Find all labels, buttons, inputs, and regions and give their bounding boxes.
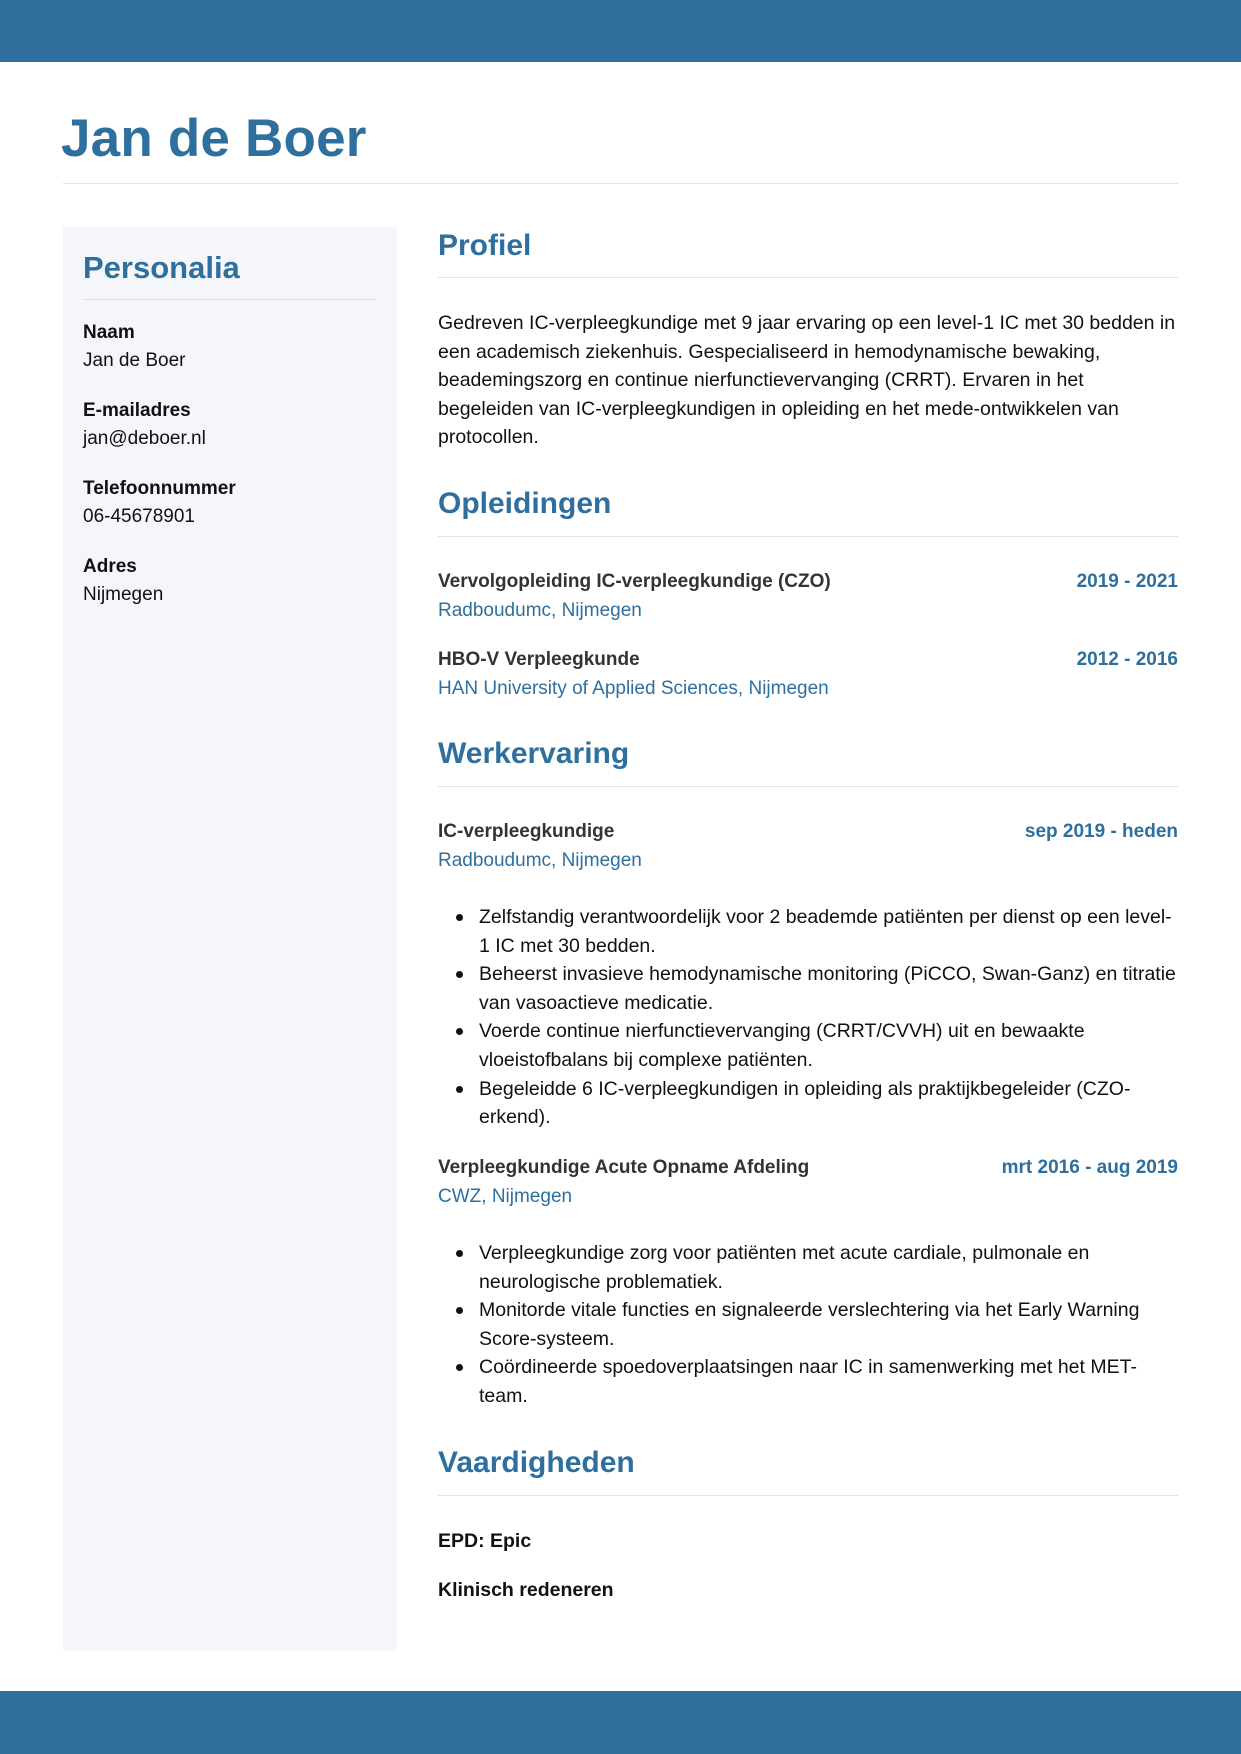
- skill-item: Klinisch redeneren: [438, 1579, 614, 1601]
- address-label: Adres: [83, 556, 137, 577]
- education-institution: HAN University of Applied Sciences, Nijmegen: [438, 678, 829, 699]
- profile-text: Gedreven IC-verpleegkundige met 9 jaar ervaring op een level-1 IC met 30 bedden in een academisch ziekenhuis. Gespecialiseerd in hemodynamische bewaking, beademingszorg en continue nierfunctievervanging (CRRT). Ervaren in het begeleiden van IC-verpleegkundigen in opleiding en het mede-ontwikkelen van protocollen.: [438, 312, 1176, 449]
- job-date: mrt 2016 - aug 2019: [1001, 1157, 1178, 1178]
- address-value: Nijmegen: [83, 584, 164, 605]
- experience-divider: [438, 786, 1178, 787]
- skills-heading: Vaardigheden: [438, 1446, 635, 1479]
- education-date: 2012 - 2016: [1076, 649, 1178, 670]
- bullet-icon: [456, 1086, 463, 1093]
- header-divider: [63, 183, 1178, 184]
- name-field: [83, 319, 383, 375]
- list-item: [479, 960, 1178, 1017]
- list-item: [479, 1075, 1178, 1132]
- phone-value: 06-45678901: [83, 506, 195, 527]
- job-title: IC-verpleegkundige: [438, 821, 615, 842]
- list-item: [479, 903, 1178, 960]
- top-banner: [0, 0, 1241, 62]
- education-title: HBO-V Verpleegkunde: [438, 649, 640, 670]
- education-heading: Opleidingen: [438, 487, 612, 520]
- experience-heading: Werkervaring: [438, 737, 630, 770]
- job-employer: CWZ, Nijmegen: [438, 1186, 573, 1207]
- list-item-text: Voerde continue nierfunctievervanging (CRRT/CVVH) uit en bewaakte vloeistofbalans bij complexe patiënten.: [479, 1020, 1085, 1071]
- profile-heading: Profiel: [438, 229, 532, 262]
- phone-field: [83, 475, 383, 531]
- education-entry-header: [438, 568, 1178, 596]
- list-item-text: Monitorde vitale functies en signaleerde verslechtering via het Early Warning Score-systeem.: [479, 1299, 1140, 1350]
- list-item-text: Coördineerde spoedoverplaatsingen naar IC in samenwerking met het MET-team.: [479, 1356, 1137, 1407]
- personal-info-heading: Personalia: [83, 250, 240, 285]
- email-field: [83, 397, 383, 453]
- job-title: Verpleegkundige Acute Opname Afdeling: [438, 1157, 810, 1178]
- job-entry-header: [438, 818, 1178, 846]
- bullet-icon: [456, 971, 463, 978]
- list-item-text: Begeleidde 6 IC-verpleegkundigen in opleiding als praktijkbegeleider (CZO-erkend).: [479, 1077, 1131, 1129]
- address-field: [83, 553, 383, 609]
- list-item-text: Beheerst invasieve hemodynamische monitoring (PiCCO, Swan-Ganz) en titratie van vasoactieve medicatie.: [479, 963, 1176, 1014]
- list-item: [479, 1296, 1178, 1353]
- bullet-icon: [456, 1250, 463, 1257]
- list-item: [479, 1353, 1178, 1410]
- skills-divider: [438, 1495, 1178, 1496]
- job-employer: Radboudumc, Nijmegen: [438, 850, 642, 871]
- personal-info-panel: [63, 227, 397, 1651]
- phone-label: Telefoonnummer: [83, 478, 236, 499]
- list-item-text: Zelfstandig verantwoordelijk voor 2 beademde patiënten per dienst op een level-1 IC met 30 bedden.: [479, 906, 1172, 957]
- job-date: sep 2019 - heden: [1024, 821, 1178, 842]
- job-responsibilities: [438, 1239, 1178, 1411]
- education-date: 2019 - 2021: [1076, 571, 1178, 592]
- personal-info-divider: [83, 299, 375, 300]
- bullet-icon: [456, 914, 463, 921]
- list-item: [479, 1017, 1178, 1074]
- bullet-icon: [456, 1307, 463, 1314]
- email-value: jan@deboer.nl: [83, 428, 206, 449]
- bottom-banner: [0, 1691, 1241, 1754]
- list-item: [479, 1239, 1178, 1296]
- bullet-icon: [456, 1028, 463, 1035]
- job-responsibilities: [438, 903, 1178, 1132]
- page-title: Jan de Boer: [61, 109, 367, 168]
- education-divider: [438, 536, 1178, 537]
- profile-divider: [438, 277, 1178, 278]
- email-label: E-mailadres: [83, 400, 191, 421]
- education-institution: Radboudumc, Nijmegen: [438, 600, 642, 621]
- bullet-icon: [456, 1364, 463, 1371]
- education-entry-header: [438, 646, 1178, 674]
- education-title: Vervolgopleiding IC-verpleegkundige (CZO): [438, 571, 831, 592]
- list-item-text: Verpleegkundige zorg voor patiënten met acute cardiale, pulmonale en neurologische problematiek.: [479, 1242, 1090, 1293]
- skill-item: EPD: Epic: [438, 1530, 532, 1552]
- name-label: Naam: [83, 322, 135, 343]
- name-value: Jan de Boer: [83, 350, 186, 371]
- job-entry-header: [438, 1154, 1178, 1182]
